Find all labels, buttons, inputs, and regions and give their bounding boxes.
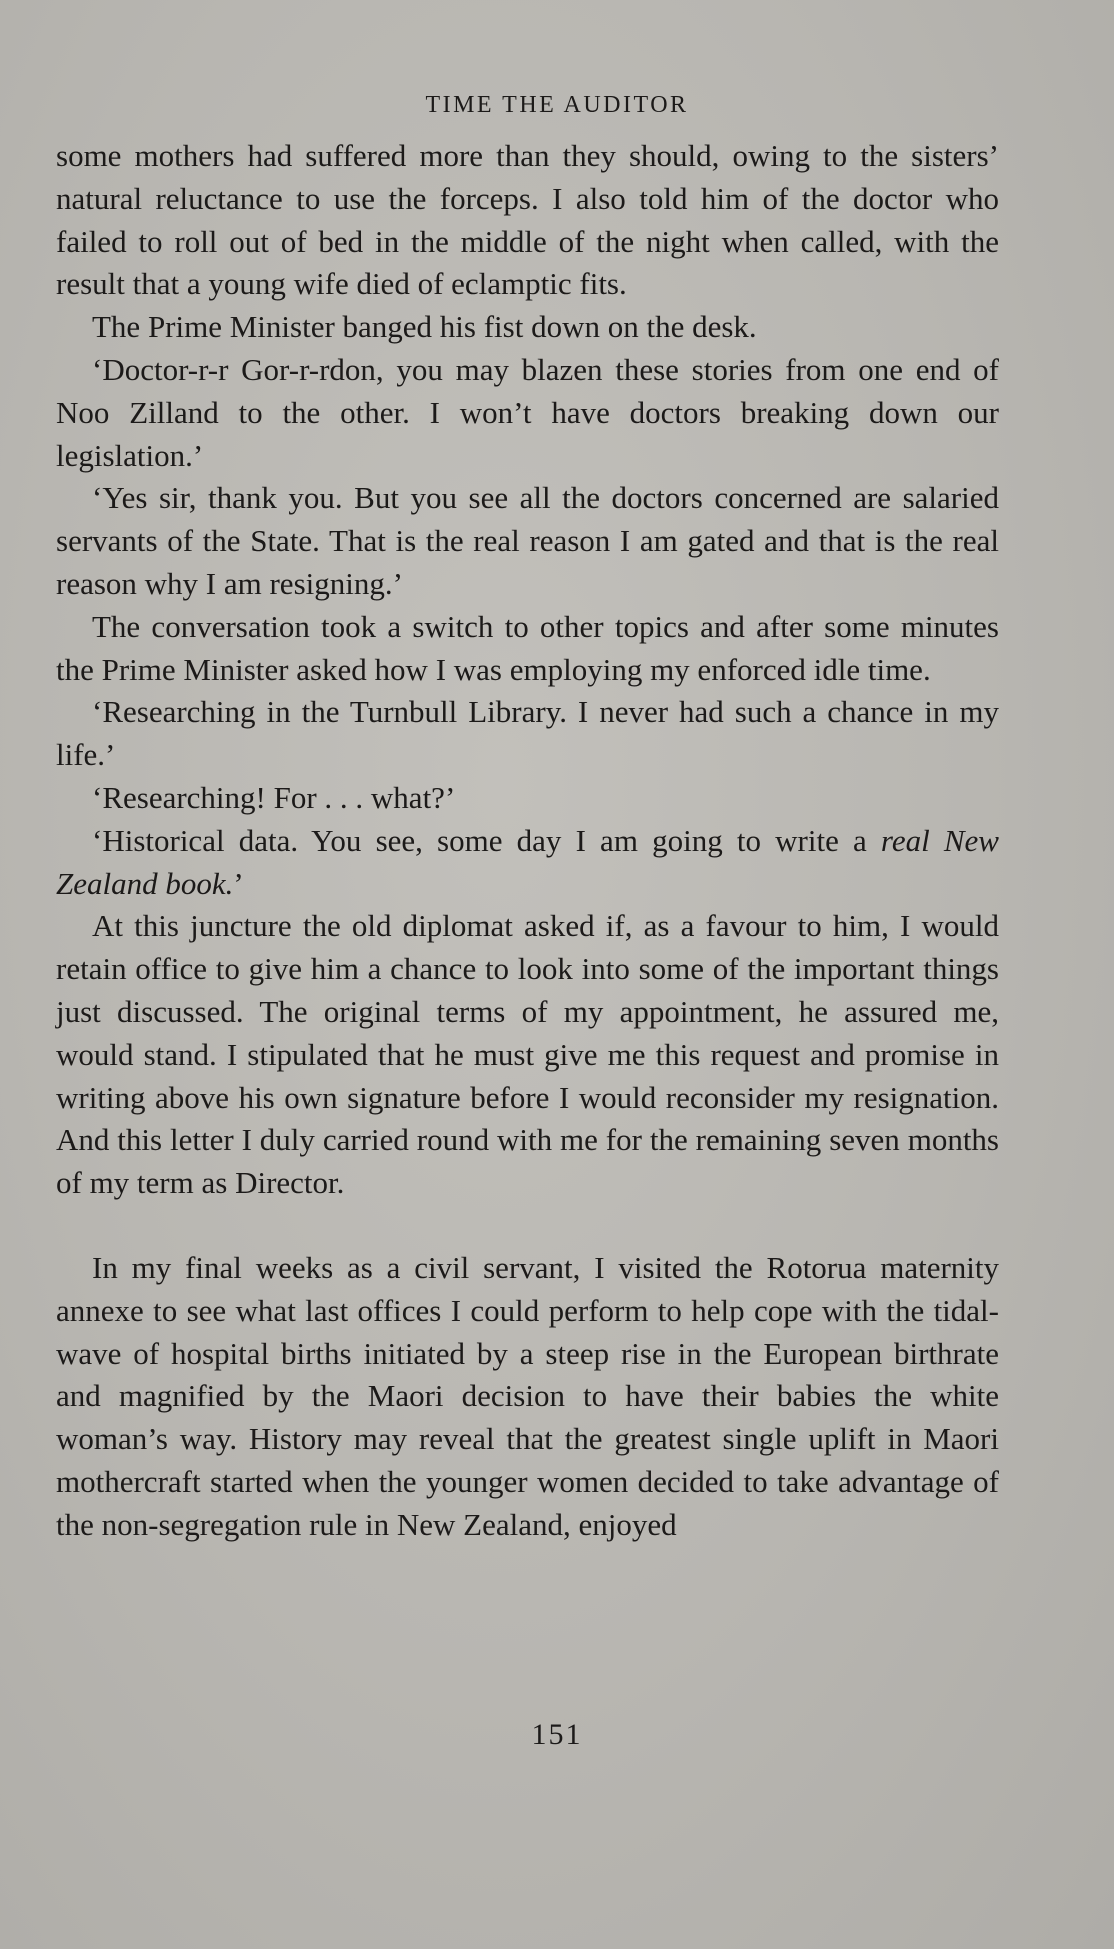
paragraph-8-italic: real New Zealand book. [56,822,999,901]
running-head: TIME THE AUDITOR [425,92,689,118]
paragraph-8-text: ‘Historical data. You see, some day I am going to write a [92,822,881,858]
paragraph-10: In my final weeks as a civil servant, I visited the Rotorua maternity annexe to see what last offices I could perform to help cope with the tidal-wave of hospital births initiated by a steep rise in the European birthrate and magnified by the Maori decision to have their babies the white woman’s way. History may reveal that the greatest single uplift in Maori mothercraft started when the younger women decided to take advantage of the non-segregation rule in New Zealand, enjoyed [56,1249,999,1542]
body-text [56,135,999,1547]
paragraph-8 [56,820,999,906]
paragraph-5: The conversation took a switch to other topics and after some minutes the Prime Minister asked how I was employing my enforced idle time. [56,608,999,687]
paragraph-6: ‘Researching in the Turnbull Library. I never had such a chance in my life.’ [56,694,999,773]
paragraph-7: ‘Researching! For . . . what?’ [92,779,456,815]
paragraph-2: The Prime Minister banged his fist down on the desk. [92,309,757,345]
paragraph-4: ‘Yes sir, thank you. But you see all the doctors concerned are salaried servants of the State. That is the real reason I am gated and that is the real reason why I am resigning.’ [56,480,999,601]
paragraph-3: ‘Doctor-r-r Gor-r-rdon, you may blazen these stories from one end of Noo Zilland to the other. I won’t have doctors breaking down our legislation.’ [56,351,999,473]
paragraph-1: some mothers had suffered more than they should, owing to the sisters’ natural reluctance to use the forceps. I also told him of the doctor who failed to roll out of bed in the middle of the night when called, with the result that a young wife died of eclamptic fits. [56,138,999,302]
paragraph-8-close-quote: ’ [233,865,244,901]
paragraph-9: At this juncture the old diplomat asked if, as a favour to him, I would retain office to give him a chance to look into some of the important things just discussed. The original terms of my appointment, he assured me, would stand. I stipulated that he must give me this request and promise in writing above his own signature before I would reconsider my resignation. And this letter I duly carried round with me for the remaining seven months of my term as Director. [56,908,999,1201]
page-number: 151 [531,1718,583,1751]
